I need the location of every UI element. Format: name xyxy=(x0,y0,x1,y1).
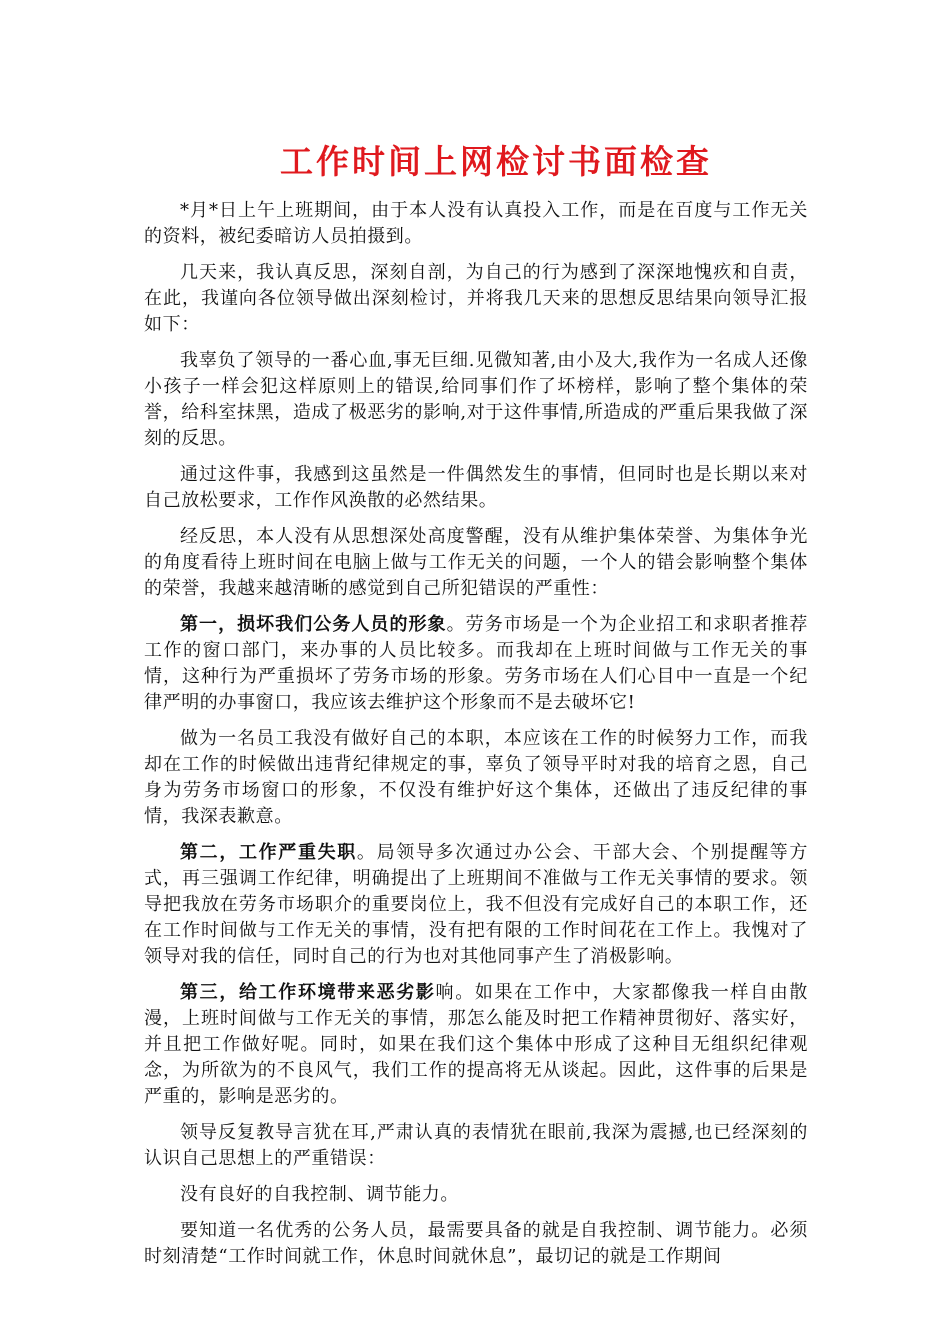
paragraph-text: *月*日上午上班期间，由于本人没有认真投入工作，而是在百度与工作无关的资料，被纪委暗访人员拍摄到。 xyxy=(144,200,808,247)
paragraph-text: 。劳务市场是一个为企业招工和求职者推荐工作的窗口部门，来办事的人员比较多。而我却在上班时间做与工作无关的事情，这种行为严重损坏了劳务市场的形象。劳务市场在人们心目中一直是一个纪律严明的办事窗口，我应该去维护这个形象而不是去破坏它! xyxy=(144,614,808,713)
paragraph xyxy=(144,1120,808,1172)
paragraph xyxy=(144,1218,808,1270)
paragraph-lead: 第一，损坏我们公务人员的形象 xyxy=(180,614,447,635)
paragraph-lead: 第三，给工作环境带来恶劣影 xyxy=(180,982,436,1003)
paragraph xyxy=(144,980,808,1110)
paragraph-text: 响。如果在工作中，大家都像我一样自由散漫，上班时间做与工作无关的事情，那怎么能及时把工作精神贯彻好、落实好，并且把工作做好呢。同时，如果在我们这个集体中形成了这种目无组织纪律观念，为所欲为的不良风气，我们工作的提高将无从谈起。因此，这件事的后果是严重的，影响是恶劣的。 xyxy=(144,982,808,1107)
paragraph-text: 几天来，我认真反思，深刻自剖，为自己的行为感到了深深地愧疚和自责，在此，我谨向各位领导做出深刻检讨，并将我几天来的思想反思结果向领导汇报如下： xyxy=(144,262,808,335)
paragraph-lead: 第二，工作严重失职 xyxy=(180,842,357,863)
paragraph-text: 我辜负了领导的一番心血,事无巨细.见微知著,由小及大,我作为一名成人还像小孩子一样会犯这样原则上的错误,给同事们作了坏榜样，影响了整个集体的荣誉，给科室抹黑，造成了极恶劣的影响,对于这件事情,所造成的严重后果我做了深刻的反思。 xyxy=(144,350,808,449)
paragraph xyxy=(144,524,808,602)
paragraph xyxy=(144,1182,808,1208)
paragraph xyxy=(144,198,808,250)
paragraph-text: 做为一名员工我没有做好自己的本职，本应该在工作的时候努力工作，而我却在工作的时候做出违背纪律规定的事，辜负了领导平时对我的培育之恩，自己身为劳务市场窗口的形象，不仅没有维护好这个集体，还做出了违反纪律的事情，我深表歉意。 xyxy=(144,728,808,827)
paragraph xyxy=(144,348,808,452)
paragraph xyxy=(144,612,808,716)
paragraph xyxy=(144,840,808,970)
paragraph xyxy=(144,726,808,830)
paragraph xyxy=(144,462,808,514)
paragraph-text: 没有良好的自我控制、调节能力。 xyxy=(180,1184,459,1205)
paragraph-text: 领导反复教导言犹在耳,严肃认真的表情犹在眼前,我深为震撼,也已经深刻的认识自己思想上的严重错误： xyxy=(144,1122,808,1169)
document-page xyxy=(144,138,808,1280)
paragraph-text: 要知道一名优秀的公务人员，最需要具备的就是自我控制、调节能力。必须时刻清楚“工作时间就工作，休息时间就休息”，最切记的就是工作期间 xyxy=(144,1220,808,1267)
paragraph-text: 经反思，本人没有从思想深处高度警醒，没有从维护集体荣誉、为集体争光的角度看待上班时间在电脑上做与工作无关的问题，一个人的错会影响整个集体的荣誉，我越来越清晰的感觉到自己所犯错误的严重性： xyxy=(144,526,808,599)
paragraph-text: 通过这件事，我感到这虽然是一件偶然发生的事情，但同时也是长期以来对自己放松要求，工作作风涣散的必然结果。 xyxy=(144,464,808,511)
document-title: 工作时间上网检讨书面检查 xyxy=(280,142,712,181)
paragraph-text: 。局领导多次通过办公会、干部大会、个别提醒等方式，再三强调工作纪律，明确提出了上班期间不准做与工作无关事情的要求。领导把我放在劳务市场职介的重要岗位上，我不但没有完成好自己的本职工作，还在工作时间做与工作无关的事情，没有把有限的工作时间花在工作上。我愧对了领导对我的信任，同时自己的行为也对其他同事产生了消极影响。 xyxy=(144,842,808,967)
paragraph xyxy=(144,260,808,338)
